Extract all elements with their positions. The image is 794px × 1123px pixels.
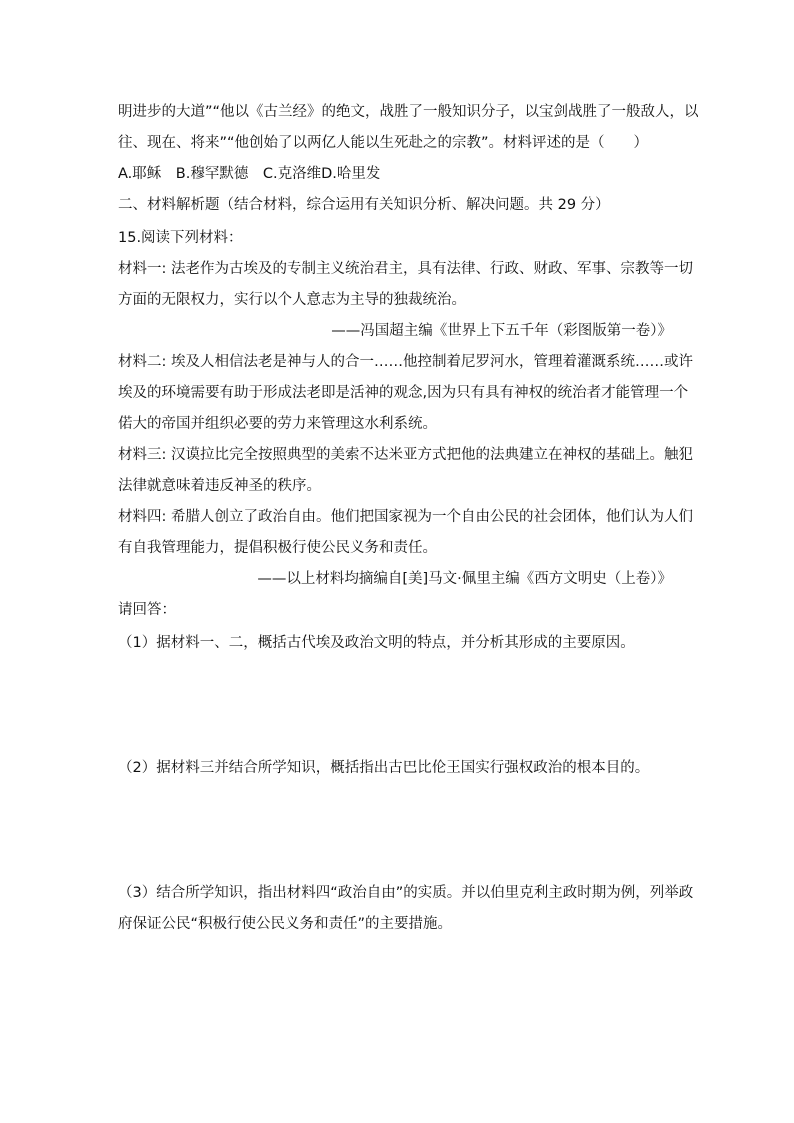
material-3-line-2: 法律就意味着违反神圣的秩序。 <box>118 478 321 494</box>
material-2-line-2: 埃及的环境需要有助于形成法老即是活神的观念,因为只有具有神权的统治者才能管理一个 <box>118 385 689 401</box>
material-1-source: ——冯国超主编《世界上下五千年（彩图版第一卷）》 <box>331 323 672 339</box>
material-2-line-1: 材料二: 埃及人相信法老是神与人的合一……他控制着尼罗河水，管理着灌溉系统……或许 <box>118 354 693 370</box>
sub-question-3-line-2: 府保证公民“积极行使公民义务和责任”的主要措施。 <box>118 916 453 932</box>
material-1-line-1: 材料一: 法老作为古埃及的专制主义统治君主，具有法律、行政、财政、军事、宗教等一切 <box>118 261 693 277</box>
question-continued-line-2: 往、现在、将来”“他创始了以两亿人能以生死赴之的宗教”。材料评述的是（ ） <box>118 135 649 151</box>
material-4-line-2: 有自我管理能力，提倡积极行使公民义务和责任。 <box>118 540 437 556</box>
answer-space-2[interactable] <box>118 785 674 880</box>
question-continued-line-1: 明进步的大道”“他以《古兰经》的绝文，战胜了一般知识分子，以宝剑战胜了一般敌人，以 <box>118 104 699 120</box>
material-4-source: ——以上材料均摘编自[美]马文·佩里主编《西方文明史（上卷）》 <box>257 571 672 587</box>
answer-options: A.耶稣 B.穆罕默德 C.克洛维D.哈里发 <box>118 166 381 182</box>
answer-space-3[interactable] <box>118 942 674 1092</box>
material-2-line-3: 偌大的帝国并组织必要的劳力来管理这水利系统。 <box>118 416 437 432</box>
material-1-line-2: 方面的无限权力，实行以个人意志为主导的独裁统治。 <box>118 292 466 308</box>
sub-question-3-line-1: （3）结合所学知识，指出材料四“政治自由”的实质。并以伯里克利主政时期为例，列举政 <box>118 885 694 901</box>
sub-question-2: （2）据材料三并结合所学知识，概括指出古巴比伦王国实行强权政治的根本目的。 <box>118 760 650 776</box>
section-two-title: 二、材料解析题（结合材料，综合运用有关知识分析、解决问题。共 29 分） <box>118 197 610 213</box>
sub-question-1: （1）据材料一、二，概括古代埃及政治文明的特点，并分析其形成的主要原因。 <box>118 635 635 651</box>
answer-space-1[interactable] <box>118 660 674 755</box>
material-3-line-1: 材料三: 汉谟拉比完全按照典型的美索不达米亚方式把他的法典建立在神权的基础上。触犯 <box>118 447 693 463</box>
question-15-stem: 15.阅读下列材料： <box>118 230 243 246</box>
answer-prompt: 请回答： <box>118 602 176 618</box>
material-4-line-1: 材料四: 希腊人创立了政治自由。他们把国家视为一个自由公民的社会团体，他们认为人们 <box>118 509 693 525</box>
